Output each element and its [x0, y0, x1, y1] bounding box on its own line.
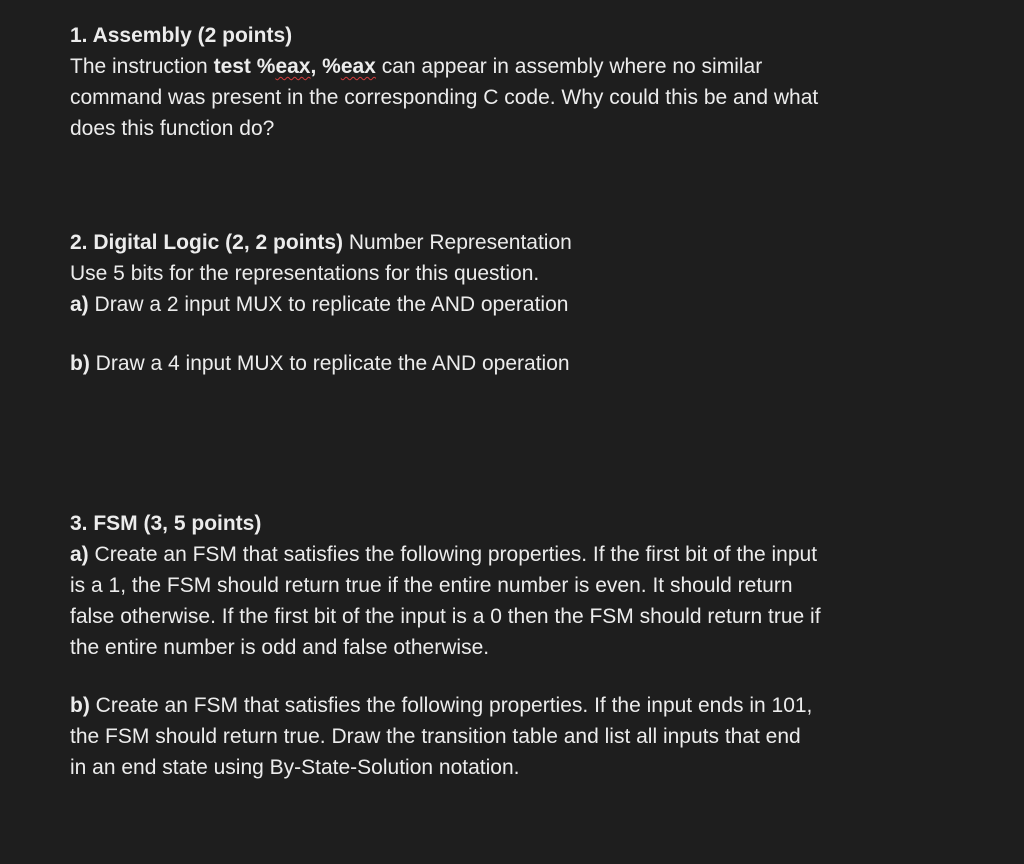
- q3-part-a-text-1: Create an FSM that satisfies the following properties. If the first bit of the input: [88, 543, 818, 566]
- question-2-line-1: Use 5 bits for the representations for this question.: [70, 262, 540, 285]
- question-1-line-3: does this function do?: [70, 117, 275, 140]
- q1-code-b: , %: [310, 55, 341, 78]
- part-b-label: b): [70, 352, 90, 375]
- q1-text-pre: The instruction: [70, 55, 214, 78]
- q1-code-b-spellcheck: eax: [340, 55, 376, 78]
- q1-code-a-spellcheck: eax: [275, 55, 311, 78]
- q3-part-a-label: a): [70, 543, 89, 566]
- question-3-part-a-line-3: false otherwise. If the first bit of the input is a 0 then the FSM should return true if: [70, 605, 821, 628]
- question-2-heading-rest: Number Representation: [343, 231, 572, 254]
- question-3-part-b-line-1: [70, 690, 950, 721]
- question-1-line-1: [70, 51, 950, 82]
- question-2: [70, 227, 950, 320]
- question-2-part-b: [70, 348, 950, 379]
- q3-part-b-text-1: Create an FSM that satisfies the following properties. If the input ends in 101,: [89, 694, 813, 717]
- q1-code-a: test %: [213, 55, 276, 78]
- part-a-label: a): [70, 293, 89, 316]
- question-1-heading: 1. Assembly (2 points): [70, 24, 293, 47]
- question-3-part-a-line-4: the entire number is odd and false otherwise.: [70, 636, 490, 659]
- question-3: [70, 508, 950, 663]
- question-3-part-a-line-2: is a 1, the FSM should return true if the entire number is even. It should return: [70, 574, 793, 597]
- q1-text-post: can appear in assembly where no similar: [375, 55, 763, 78]
- question-3-part-b-line-2: the FSM should return true. Draw the transition table and list all inputs that end: [70, 725, 801, 748]
- q3-part-b-label: b): [70, 694, 90, 717]
- question-3-part-a-line-1: [70, 539, 950, 570]
- question-3-part-b-block: [70, 690, 950, 783]
- question-1: [70, 20, 950, 144]
- part-b-text: Draw a 4 input MUX to replicate the AND operation: [89, 352, 570, 375]
- part-a-text: Draw a 2 input MUX to replicate the AND operation: [88, 293, 569, 316]
- question-3-part-b-line-3: in an end state using By-State-Solution notation.: [70, 756, 520, 779]
- question-2-heading: [70, 227, 950, 258]
- question-3-heading: 3. FSM (3, 5 points): [70, 512, 262, 535]
- question-2-heading-bold: 2. Digital Logic (2, 2 points): [70, 231, 344, 254]
- question-1-line-2: command was present in the corresponding C code. Why could this be and what: [70, 86, 819, 109]
- question-2-part-a: [70, 289, 950, 320]
- question-2-part-b-block: [70, 348, 950, 379]
